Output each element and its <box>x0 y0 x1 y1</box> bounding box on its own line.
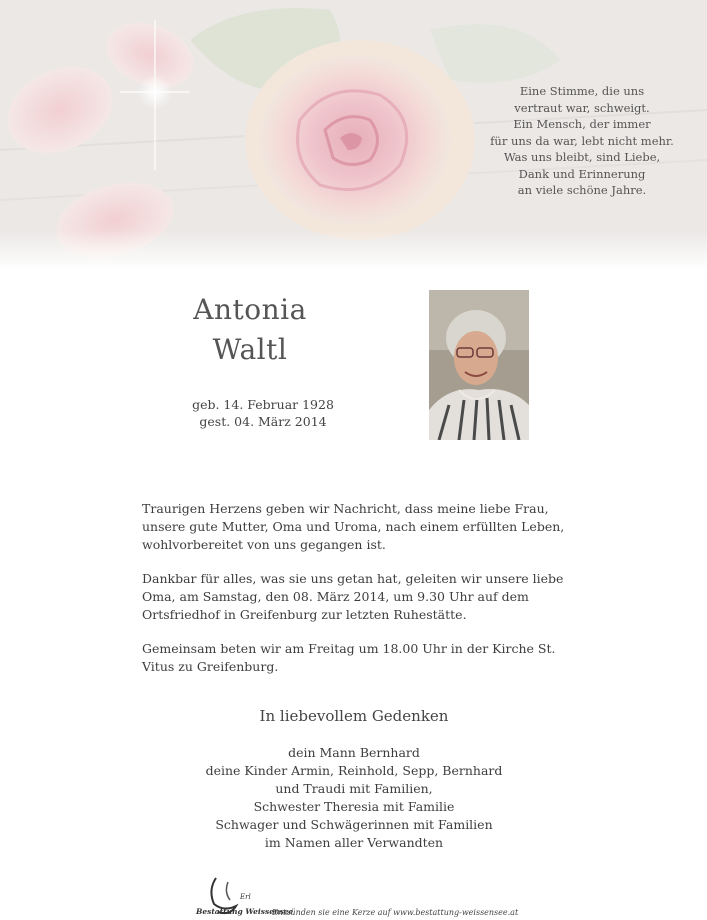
birth-date: geb. 14. Februar 1928 <box>192 397 334 412</box>
verse-line: Eine Stimme, die uns <box>519 84 645 98</box>
verse-line: an viele schöne Jahre. <box>517 183 647 197</box>
portrait-image <box>429 290 529 440</box>
mourner-line: deine Kinder Armin, Reinhold, Sepp, Bernhard <box>205 763 503 778</box>
life-dates <box>150 396 376 430</box>
memorial-verse <box>488 83 676 199</box>
paragraph-prayer: Gemeinsam beten wir am Freitag um 18.00 Uhr in der Kirche St. Vitus zu Greifenburg. <box>142 641 556 674</box>
paragraph-funeral: Dankbar für alles, was sie uns getan hat, geleiten wir unsere liebe Oma, am Samstag, den 08. März 2014, um 9.30 Uhr auf dem Ortsfriedhof in Greifenburg zur letzten Ruhestätte. <box>142 571 564 622</box>
memory-title: In liebevollem Gedenken <box>259 707 449 725</box>
mourners-list <box>142 744 566 852</box>
verse-line: Dank und Erinnerung <box>518 166 646 181</box>
logo-brand-text: Bestattung Weissensee <box>196 907 294 916</box>
mourner-line: Schwager und Schwägerinnen mit Familien <box>215 817 493 832</box>
first-name: Antonia <box>193 293 307 326</box>
mourner-line: dein Mann Bernhard <box>288 745 420 760</box>
mourner-line: Schwester Theresia mit Familie <box>253 799 455 814</box>
verse-line: Ein Mensch, der immer <box>513 117 651 131</box>
death-date: gest. 04. März 2014 <box>199 414 327 429</box>
mourner-line: und Traudi mit Familien, <box>275 781 433 796</box>
notice-text <box>142 500 582 692</box>
candle-link-text[interactable]: Entzünden sie eine Kerze auf www.bestattung-weissensee.at <box>272 908 519 917</box>
paragraph-announcement: Traurigen Herzens geben wir Nachricht, dass meine liebe Frau, unsere gute Mutter, Oma und Uroma, nach einem erfüllten Leben, wohlvorbereitet von uns gegangen ist. <box>142 501 565 552</box>
mourner-line: im Namen aller Verwandten <box>264 835 444 850</box>
portrait-photo <box>429 290 529 440</box>
last-name: Waltl <box>212 333 288 366</box>
header-fade <box>0 230 707 270</box>
verse-line: für uns da war, lebt nicht mehr. <box>490 133 674 148</box>
logo-erl-text: Erl <box>240 893 251 901</box>
header-banner <box>0 0 707 270</box>
deceased-name <box>150 290 350 370</box>
verse-line: vertraut war, schweigt. <box>514 100 650 115</box>
verse-line: Was uns bleibt, sind Liebe, <box>503 150 661 164</box>
